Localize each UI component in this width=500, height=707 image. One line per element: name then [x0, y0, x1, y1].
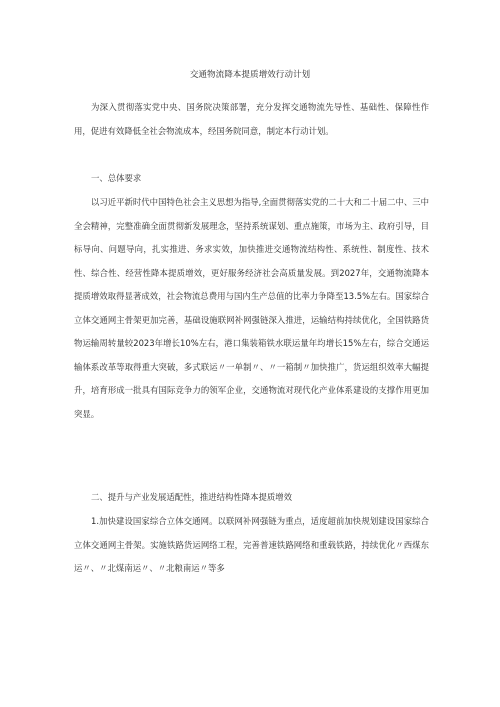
intro-paragraph: 为深入贯彻落实党中央、国务院决策部署，充分发挥交通物流先导性、基础性、保障性作用，促进有效降低全社会物流成本，经国务院同意，制定本行动计划。: [74, 102, 429, 136]
section-1-heading: 一、总体要求: [91, 173, 142, 183]
document-title: 交通物流降本提质增效行动计划: [189, 70, 311, 80]
section-2-body: 1.加快建设国家综合立体交通网。以联网补网强链为重点，适度超前加快规划建设国家综合立体交通网主骨架。实施铁路货运网络工程，完善普速铁路网络和重载铁路，持续优化〃西煤东运〃、〃北煤南运〃、〃北粮南运〃等多: [74, 516, 429, 573]
section-1-body: 以习近平新时代中国特色社会主义思想为指导,全面贯彻落实党的二十大和二十届二中、三中全会精神，完整准确全面贯彻新发展理念，坚持系统谋划、重点施策，市场为主、政府引导，目标导向、问题导向，扎实推进、务求实效，加快推进交通物流结构性、系统性、制度性、技术性、综合性、经营性降本提质增效，更好服务经济社会高质量发展。到2027年，交通物流降本提质增效取得显著成效，社会物流总费用与国内生产总值的比率力争降至13.5%左右。国家综合立体交通网主骨架更加完善，基础设施联网补网强链深入推进，运输结构持续优化，全国铁路货物运输周转量较2023年增长10%左右，港口集装箱铁水联运量年均增长15%左右，综合交通运输体系改革等取得重大突破，多式联运〃一单制〃、〃一箱制〃加快推广，货运组织效率大幅提升，培育形成一批具有国际竞争力的领军企业，交通物流对现代化产业体系建设的支撑作用更加突显。: [74, 197, 429, 419]
section-2-heading: 二、提升与产业发展适配性，推进结构性降本提质增效: [91, 492, 292, 502]
